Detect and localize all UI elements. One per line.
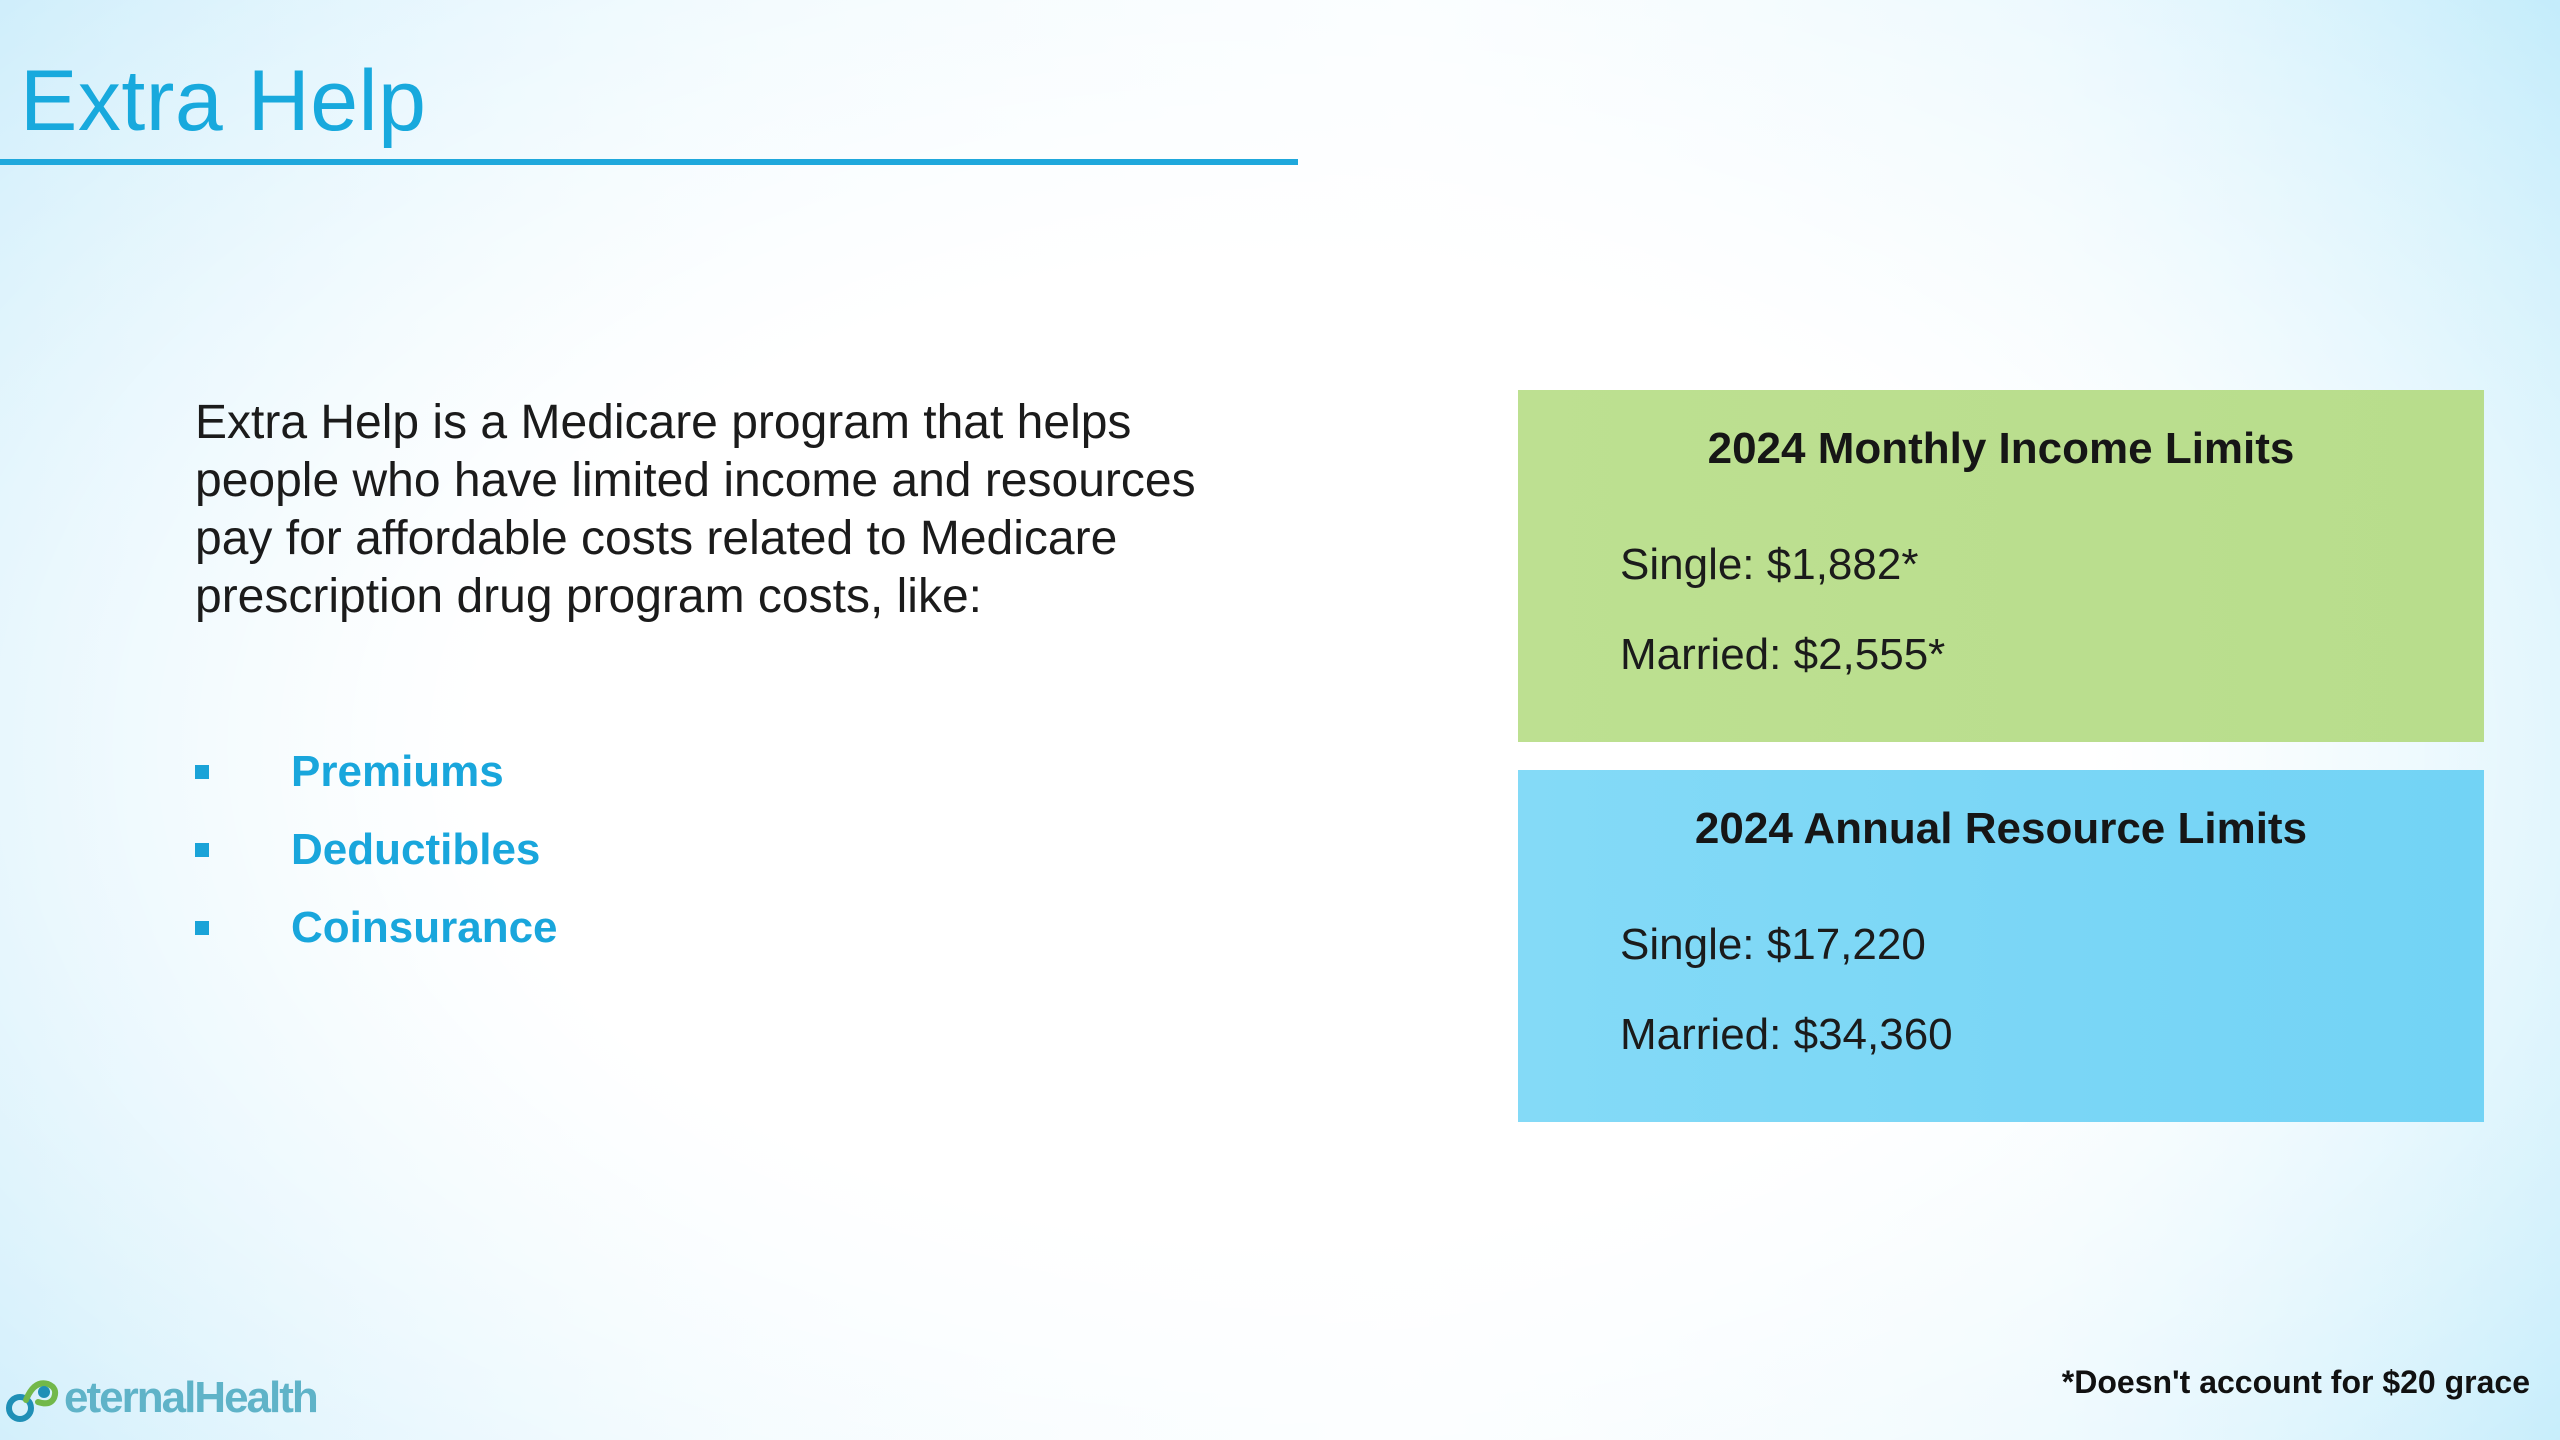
company-logo — [4, 1368, 317, 1428]
bullet-label: Deductibles — [291, 825, 541, 874]
annual-resource-limits-card — [1518, 770, 2484, 1122]
card-title: 2024 Monthly Income Limits — [1707, 424, 2295, 473]
married-limit: Married: $2,555* — [1620, 630, 1946, 679]
married-limit: Married: $34,360 — [1620, 1010, 1953, 1059]
intro-paragraph: Extra Help is a Medicare program that helps people who have limited income and resources pay for affordable costs related to Medicare prescription drug program costs, like: — [195, 396, 1196, 623]
bullet-square-icon — [195, 921, 209, 935]
logo-wordmark: eternalHealth — [64, 1373, 317, 1422]
card-title: 2024 Annual Resource Limits — [1694, 804, 2308, 853]
eternal-health-logo-icon — [4, 1370, 62, 1426]
monthly-income-limits-card — [1518, 390, 2484, 742]
list-item — [195, 811, 558, 889]
bullet-list — [195, 733, 558, 967]
bullet-square-icon — [195, 765, 209, 779]
bullet-label: Premiums — [291, 747, 504, 796]
slide-title: Extra Help — [20, 53, 427, 149]
title-underline — [0, 159, 1298, 165]
single-limit: Single: $1,882* — [1620, 540, 1919, 589]
single-limit: Single: $17,220 — [1620, 920, 1926, 969]
list-item — [195, 733, 558, 811]
list-item — [195, 889, 558, 967]
bullet-square-icon — [195, 843, 209, 857]
footnote: *Doesn't account for $20 grace — [2061, 1364, 2530, 1400]
bullet-label: Coinsurance — [291, 903, 558, 952]
